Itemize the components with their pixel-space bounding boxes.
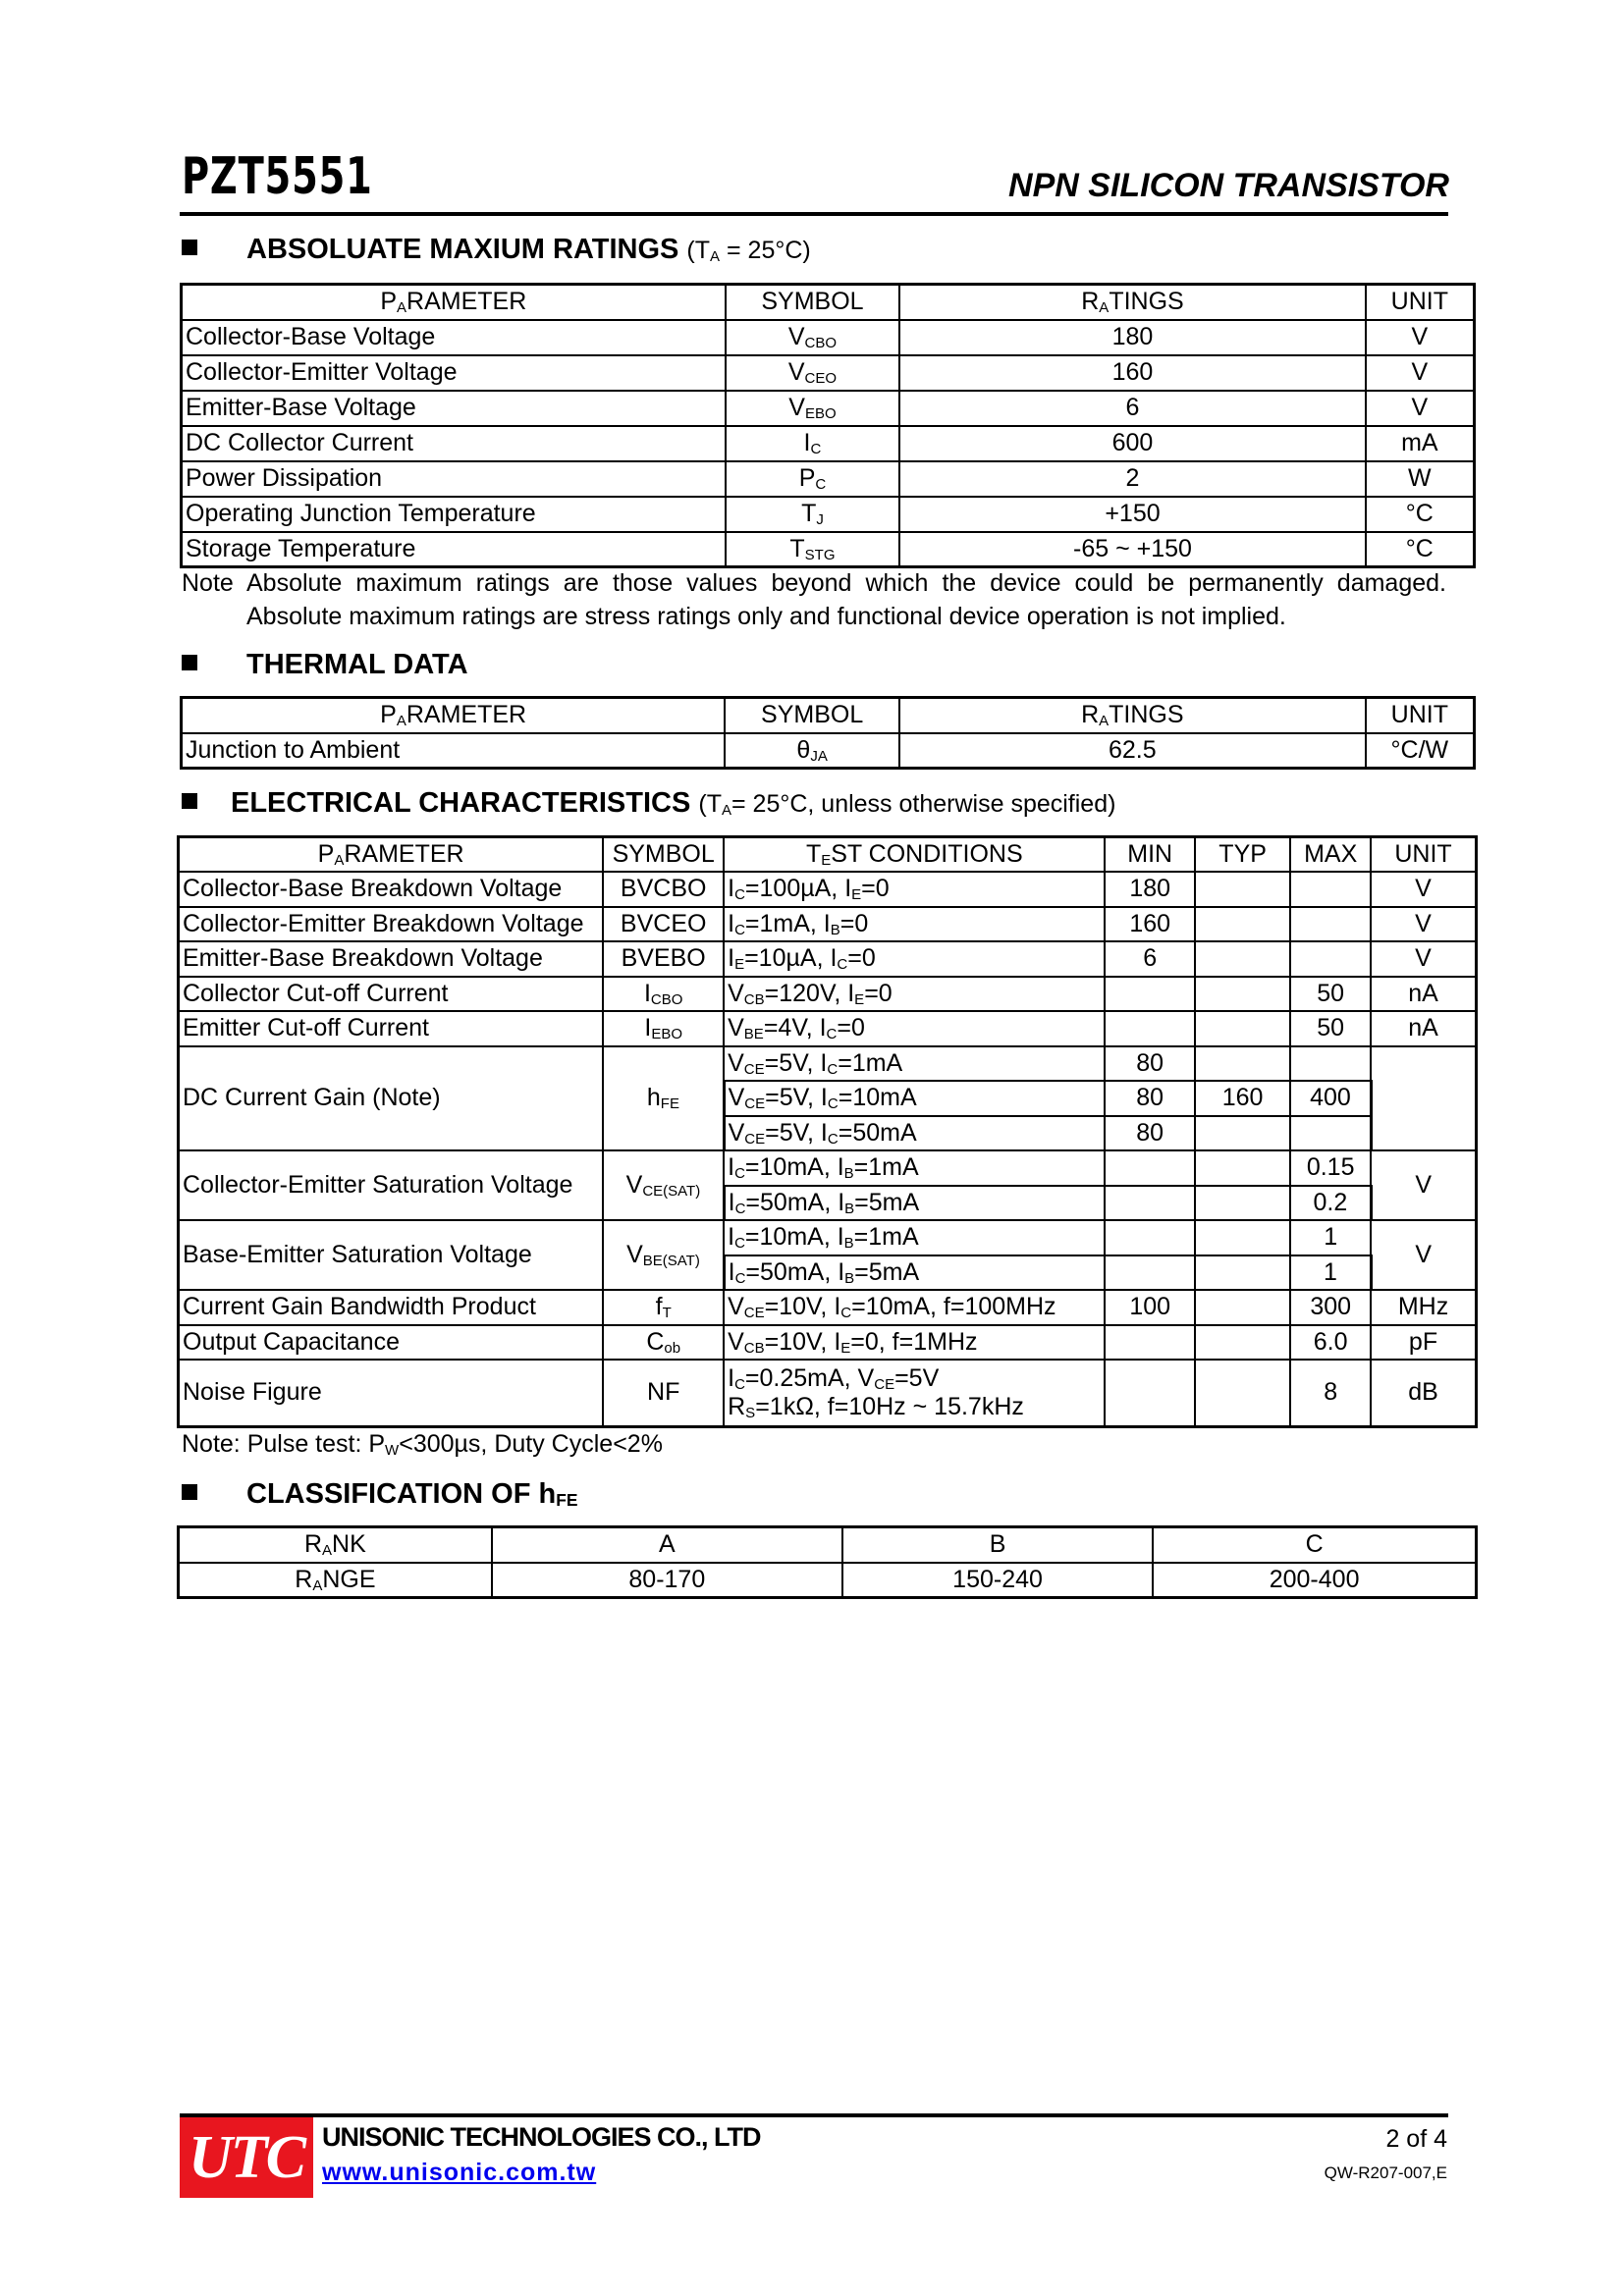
symbol-cell: NF	[603, 1360, 724, 1426]
rating-cell: 600	[899, 426, 1365, 461]
thermal-header-parameter: $P_ARAMETER$	[182, 698, 726, 733]
unit-cell: °C	[1366, 497, 1475, 532]
max-cell	[1290, 1046, 1371, 1082]
max-cell: 1	[1290, 1255, 1371, 1291]
elec-header-max: MAX	[1290, 837, 1371, 873]
condition-cell: $V_{CB}=10V$, $I_E=0$, f=1MHz	[724, 1325, 1105, 1361]
min-cell: 80	[1105, 1116, 1194, 1151]
thermal-header-symbol: SYMBOL	[725, 698, 899, 733]
typ-cell	[1195, 1290, 1290, 1325]
unit-cell: V	[1371, 872, 1476, 907]
table-row	[179, 1220, 1477, 1255]
symbol-cell: $V_{BE(SAT)}$	[603, 1220, 724, 1290]
typ-cell	[1195, 1150, 1290, 1186]
condition-cell: $I_C=50mA$, $I_B=5mA$	[724, 1186, 1105, 1221]
typ-cell	[1195, 1186, 1290, 1221]
max-cell	[1290, 941, 1371, 977]
thermal-table	[180, 696, 1476, 770]
typ-cell	[1195, 907, 1290, 942]
typ-cell: 160	[1195, 1081, 1290, 1116]
symbol-cell: $V_{EBO}$	[726, 391, 900, 426]
bullet-square-icon	[182, 655, 197, 670]
table-row	[182, 461, 1475, 497]
range-cell: 200-400	[1153, 1563, 1476, 1598]
typ-cell	[1195, 1220, 1290, 1255]
condition-cell: $V_{CE}=5V$, $I_C=1mA$	[724, 1046, 1105, 1082]
unit-cell: V	[1371, 941, 1476, 977]
abs-max-header-row	[182, 285, 1475, 320]
class-body	[179, 1527, 1477, 1598]
rank-cell: A	[492, 1527, 842, 1563]
condition-cell	[724, 1360, 1105, 1426]
unit-cell: pF	[1371, 1325, 1476, 1361]
rating-cell: 2	[899, 461, 1365, 497]
thermal-body	[182, 698, 1475, 769]
param-cell: Noise Figure	[179, 1360, 604, 1426]
class-heading	[182, 1478, 577, 1511]
unit-cell: nA	[1371, 977, 1476, 1012]
elec-note: Note: Pulse test: $P_W<300\mu s$, Duty Cycle<2%	[182, 1430, 663, 1459]
unit-cell: V	[1366, 391, 1475, 426]
symbol-cell: $I_{EBO}$	[603, 1011, 724, 1046]
symbol-cell: BVCEO	[603, 907, 724, 942]
abs-max-header-parameter: $P_ARAMETER$	[182, 285, 726, 320]
elec-heading	[182, 787, 1115, 820]
rank-label-cell: $R_ANK$	[179, 1527, 492, 1563]
typ-cell	[1195, 872, 1290, 907]
typ-cell	[1195, 1360, 1290, 1426]
table-row	[182, 532, 1475, 567]
typ-cell	[1195, 1325, 1290, 1361]
typ-cell	[1195, 1046, 1290, 1082]
bullet-square-icon	[182, 240, 197, 255]
thermal-header-unit: UNIT	[1366, 698, 1475, 733]
symbol-cell: $V_{CBO}$	[726, 320, 900, 355]
utc-logo: UTC	[180, 2117, 313, 2198]
min-cell	[1105, 1255, 1194, 1291]
footer-rule	[180, 2113, 1448, 2117]
unit-cell: V	[1371, 1150, 1476, 1220]
table-row	[179, 1290, 1477, 1325]
rating-cell: 160	[899, 355, 1365, 391]
unit-cell: nA	[1371, 1011, 1476, 1046]
abs-max-header-symbol: SYMBOL	[726, 285, 900, 320]
range-cell: 80-170	[492, 1563, 842, 1598]
param-cell: Emitter-Base Voltage	[182, 391, 726, 426]
condition-cell: $V_{CB}=120V$, $I_E=0$	[724, 977, 1105, 1012]
condition-cell: $I_E=10\mu A$, $I_C=0$	[724, 941, 1105, 977]
param-cell: Current Gain Bandwidth Product	[179, 1290, 604, 1325]
elec-header-symbol: SYMBOL	[603, 837, 724, 873]
min-cell	[1105, 1186, 1194, 1221]
class-table	[177, 1525, 1478, 1599]
abs-max-header-unit: UNIT	[1366, 285, 1475, 320]
bullet-square-icon	[182, 1484, 197, 1500]
symbol-cell: $f_T$	[603, 1290, 724, 1325]
range-row	[179, 1563, 1477, 1598]
abs-max-note-label: Note	[182, 569, 234, 597]
elec-header-test-conditions: $T_EST$ CONDITIONS	[724, 837, 1105, 873]
min-cell: 6	[1105, 941, 1194, 977]
param-cell: Collector Cut-off Current	[179, 977, 604, 1012]
unit-cell: V	[1366, 355, 1475, 391]
param-cell: DC Collector Current	[182, 426, 726, 461]
condition-cell: $I_C=10mA$, $I_B=1mA$	[724, 1220, 1105, 1255]
typ-cell	[1195, 941, 1290, 977]
table-row	[179, 872, 1477, 907]
max-cell: 1	[1290, 1220, 1371, 1255]
param-cell: Storage Temperature	[182, 532, 726, 567]
abs-max-note-line1: Absolute maximum ratings are those values beyond which the device could be permanently damaged.	[246, 569, 1446, 597]
condition-line-2: $R_S=1k\Omega$, f=10Hz ~ 15.7kHz	[728, 1392, 1024, 1421]
symbol-cell: BVCBO	[603, 872, 724, 907]
range-cell: 150-240	[842, 1563, 1153, 1598]
param-cell: Collector-Base Breakdown Voltage	[179, 872, 604, 907]
elec-condition: ($T_A= 25^\circ C$, unless otherwise specified)	[698, 790, 1116, 819]
table-row	[179, 907, 1477, 942]
symbol-cell: $V_{CE(SAT)}$	[603, 1150, 724, 1220]
symbol-cell: $h_{FE}$	[603, 1046, 724, 1151]
elec-title: ELECTRICAL CHARACTERISTICS	[231, 787, 691, 819]
table-row	[179, 1046, 1477, 1082]
min-cell: 80	[1105, 1046, 1194, 1082]
condition-line-1: $I_C=0.25mA$, $V_{CE}=5V$	[728, 1363, 940, 1393]
unit-cell: mA	[1366, 426, 1475, 461]
table-row	[179, 1325, 1477, 1361]
unit-cell: °C/W	[1366, 733, 1475, 769]
param-cell: Junction to Ambient	[182, 733, 726, 769]
symbol-cell: $I_C$	[726, 426, 900, 461]
typ-cell	[1195, 977, 1290, 1012]
min-cell	[1105, 1150, 1194, 1186]
thermal-header-ratings: $R_ATINGS$	[899, 698, 1366, 733]
max-cell: 0.2	[1290, 1186, 1371, 1221]
min-cell	[1105, 977, 1194, 1012]
symbol-cell: $\theta_{JA}$	[725, 733, 899, 769]
param-cell: Collector-Emitter Saturation Voltage	[179, 1150, 604, 1220]
abs-max-title: ABSOLUATE MAXIUM RATINGS	[246, 234, 679, 265]
thermal-header-row	[182, 698, 1475, 733]
abs-max-header-ratings: $R_ATINGS$	[899, 285, 1365, 320]
unit-cell: W	[1366, 461, 1475, 497]
max-cell: 8	[1290, 1360, 1371, 1426]
elec-header-min: MIN	[1105, 837, 1194, 873]
max-cell: 6.0	[1290, 1325, 1371, 1361]
condition-cell: $I_C=50mA$, $I_B=5mA$	[724, 1255, 1105, 1291]
range-label-cell: $R_ANGE$	[179, 1563, 492, 1598]
symbol-cell: $C_{ob}$	[603, 1325, 724, 1361]
unit-cell: V	[1371, 907, 1476, 942]
elec-header-unit: UNIT	[1371, 837, 1476, 873]
header-rule	[180, 212, 1448, 216]
table-row	[182, 497, 1475, 532]
condition-cell: $V_{BE}=4V$, $I_C=0$	[724, 1011, 1105, 1046]
rating-cell: 62.5	[899, 733, 1366, 769]
rating-cell: -65 ~ +150	[899, 532, 1365, 567]
thermal-heading	[182, 649, 468, 681]
param-cell: DC Current Gain (Note)	[179, 1046, 604, 1151]
typ-cell	[1195, 1255, 1290, 1291]
condition-cell: $V_{CE}=5V$, $I_C=10mA$	[724, 1081, 1105, 1116]
document-number: QW-R207-007,E	[1324, 2163, 1447, 2182]
param-cell: Emitter-Base Breakdown Voltage	[179, 941, 604, 977]
min-cell	[1105, 1220, 1194, 1255]
condition-cell: $V_{CE}=10V$, $I_C=10mA$, f=100MHz	[724, 1290, 1105, 1325]
abs-max-body	[182, 285, 1475, 567]
max-cell	[1290, 1116, 1371, 1151]
unit-cell	[1371, 1046, 1476, 1151]
max-cell: 0.15	[1290, 1150, 1371, 1186]
param-cell: Emitter Cut-off Current	[179, 1011, 604, 1046]
elec-table	[177, 835, 1478, 1428]
table-row	[179, 1150, 1477, 1186]
typ-cell	[1195, 1116, 1290, 1151]
table-row	[182, 426, 1475, 461]
symbol-cell: $V_{CEO}$	[726, 355, 900, 391]
rank-row	[179, 1527, 1477, 1563]
table-row	[182, 733, 1475, 769]
website-link[interactable]: www.unisonic.com.tw	[322, 2159, 597, 2186]
max-cell: 300	[1290, 1290, 1371, 1325]
rank-cell: B	[842, 1527, 1153, 1563]
max-cell: 50	[1290, 977, 1371, 1012]
param-cell: Collector-Emitter Breakdown Voltage	[179, 907, 604, 942]
symbol-cell: $P_C$	[726, 461, 900, 497]
unit-cell: V	[1366, 320, 1475, 355]
unit-cell: V	[1371, 1220, 1476, 1290]
rating-cell: 180	[899, 320, 1365, 355]
table-row	[179, 1360, 1477, 1426]
abs-max-table	[180, 283, 1476, 568]
param-cell: Power Dissipation	[182, 461, 726, 497]
device-type: NPN SILICON TRANSISTOR	[1008, 167, 1449, 204]
symbol-cell: BVEBO	[603, 941, 724, 977]
condition-cell: $I_C=1mA$, $I_B=0$	[724, 907, 1105, 942]
rating-cell: +150	[899, 497, 1365, 532]
table-row	[179, 941, 1477, 977]
symbol-cell: $I_{CBO}$	[603, 977, 724, 1012]
rating-cell: 6	[899, 391, 1365, 426]
table-row	[182, 355, 1475, 391]
condition-cell: $I_C=100\mu A$, $I_E=0$	[724, 872, 1105, 907]
table-row	[182, 391, 1475, 426]
rank-cell: C	[1153, 1527, 1476, 1563]
param-cell: Output Capacitance	[179, 1325, 604, 1361]
elec-header-row	[179, 837, 1477, 873]
unit-cell: dB	[1371, 1360, 1476, 1426]
elec-header-parameter: $P_ARAMETER$	[179, 837, 604, 873]
min-cell	[1105, 1360, 1194, 1426]
page-number: 2 of 4	[1385, 2125, 1447, 2153]
part-number: PZT5551	[182, 147, 373, 206]
elec-body	[179, 837, 1477, 1427]
typ-cell	[1195, 1011, 1290, 1046]
min-cell	[1105, 1011, 1194, 1046]
symbol-cell: $T_{STG}$	[726, 532, 900, 567]
max-cell	[1290, 907, 1371, 942]
condition-cell: $I_C=10mA$, $I_B=1mA$	[724, 1150, 1105, 1186]
table-row	[182, 320, 1475, 355]
thermal-title: THERMAL DATA	[246, 649, 468, 680]
max-cell: 400	[1290, 1081, 1371, 1116]
abs-max-condition: $(T_A = 25^\circ C)$	[686, 237, 811, 265]
abs-max-note-line2: Absolute maximum ratings are stress ratings only and functional device operation is not implied.	[246, 603, 1286, 630]
abs-max-heading	[182, 234, 811, 266]
param-cell: Base-Emitter Saturation Voltage	[179, 1220, 604, 1290]
max-cell: 50	[1290, 1011, 1371, 1046]
elec-header-typ: TYP	[1195, 837, 1290, 873]
table-row	[179, 1011, 1477, 1046]
min-cell: 100	[1105, 1290, 1194, 1325]
condition-cell: $V_{CE}=5V$, $I_C=50mA$	[724, 1116, 1105, 1151]
table-row	[179, 977, 1477, 1012]
unit-cell: °C	[1366, 532, 1475, 567]
company-name: UNISONIC TECHNOLOGIES CO., LTD	[322, 2122, 761, 2152]
param-cell: Operating Junction Temperature	[182, 497, 726, 532]
param-cell: Collector-Emitter Voltage	[182, 355, 726, 391]
max-cell	[1290, 872, 1371, 907]
min-cell: 80	[1105, 1081, 1194, 1116]
param-cell: Collector-Base Voltage	[182, 320, 726, 355]
class-title: CLASSIFICATION OF $h_{FE}$	[246, 1478, 578, 1510]
min-cell: 160	[1105, 907, 1194, 942]
bullet-square-icon	[182, 793, 197, 809]
unit-cell: MHz	[1371, 1290, 1476, 1325]
min-cell	[1105, 1325, 1194, 1361]
min-cell: 180	[1105, 872, 1194, 907]
symbol-cell: $T_J$	[726, 497, 900, 532]
